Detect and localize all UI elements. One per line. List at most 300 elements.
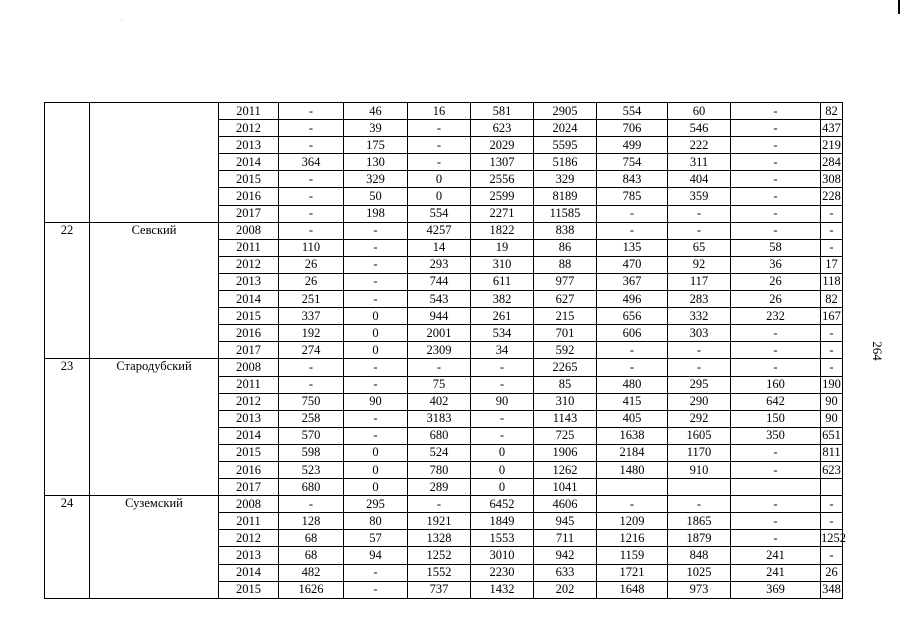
value-cell: 311	[668, 154, 731, 171]
value-cell: 190	[821, 376, 843, 393]
value-cell: 543	[408, 291, 471, 308]
value-cell: 86	[534, 239, 597, 256]
value-cell: 725	[534, 427, 597, 444]
value-cell: 1159	[597, 547, 668, 564]
value-cell: 945	[534, 513, 597, 530]
value-cell: 258	[279, 410, 344, 427]
year-cell: 2017	[219, 205, 279, 222]
value-cell: -	[731, 154, 821, 171]
value-cell: 90	[471, 393, 534, 410]
value-cell: 848	[668, 547, 731, 564]
value-cell: 2556	[471, 171, 534, 188]
value-cell: 1921	[408, 513, 471, 530]
value-cell: 65	[668, 239, 731, 256]
district-number: 23	[45, 359, 90, 496]
year-cell: 2012	[219, 256, 279, 273]
value-cell: -	[821, 205, 843, 222]
value-cell: 4606	[534, 496, 597, 513]
value-cell: 1216	[597, 530, 668, 547]
value-cell: 26	[821, 564, 843, 581]
value-cell: 1638	[597, 427, 668, 444]
value-cell: 656	[597, 308, 668, 325]
value-cell: 534	[471, 325, 534, 342]
value-cell: -	[731, 188, 821, 205]
value-cell: -	[731, 359, 821, 376]
value-cell: 0	[344, 461, 408, 478]
value-cell: 592	[534, 342, 597, 359]
value-cell: 754	[597, 154, 668, 171]
value-cell: 405	[597, 410, 668, 427]
value-cell: 382	[471, 291, 534, 308]
value-cell: 26	[279, 256, 344, 273]
value-cell: 524	[408, 444, 471, 461]
value-cell: 310	[534, 393, 597, 410]
value-cell: -	[408, 359, 471, 376]
value-cell: -	[408, 120, 471, 137]
value-cell: 1307	[471, 154, 534, 171]
value-cell: 0	[471, 461, 534, 478]
year-cell: 2015	[219, 581, 279, 598]
value-cell: 0	[471, 444, 534, 461]
table-row	[45, 222, 843, 239]
value-cell: 623	[821, 461, 843, 478]
value-cell: 402	[408, 393, 471, 410]
value-cell: 1721	[597, 564, 668, 581]
value-cell: 369	[731, 581, 821, 598]
value-cell: -	[279, 171, 344, 188]
value-cell: -	[821, 325, 843, 342]
value-cell: 5595	[534, 137, 597, 154]
value-cell: -	[344, 564, 408, 581]
value-cell: -	[279, 137, 344, 154]
value-cell: -	[279, 120, 344, 137]
value-cell: 480	[597, 376, 668, 393]
district-number: 24	[45, 496, 90, 599]
value-cell: 0	[344, 342, 408, 359]
value-cell: 1025	[668, 564, 731, 581]
value-cell: 290	[668, 393, 731, 410]
year-cell: 2013	[219, 273, 279, 290]
value-cell: 3183	[408, 410, 471, 427]
value-cell: 750	[279, 393, 344, 410]
value-cell: 5186	[534, 154, 597, 171]
value-cell: -	[731, 325, 821, 342]
value-cell: 80	[344, 513, 408, 530]
value-cell: 295	[668, 376, 731, 393]
value-cell: 2029	[471, 137, 534, 154]
value-cell: 88	[534, 256, 597, 273]
value-cell: 26	[731, 291, 821, 308]
value-cell: 1879	[668, 530, 731, 547]
value-cell: 0	[344, 325, 408, 342]
table-body	[45, 103, 846, 599]
value-cell: 680	[408, 427, 471, 444]
value-cell: 499	[597, 137, 668, 154]
value-cell: 1252	[408, 547, 471, 564]
value-cell: 701	[534, 325, 597, 342]
value-cell	[597, 479, 668, 496]
value-cell: 1626	[279, 581, 344, 598]
value-cell: 329	[344, 171, 408, 188]
value-cell: -	[731, 342, 821, 359]
value-cell: 228	[821, 188, 843, 205]
value-cell: 633	[534, 564, 597, 581]
year-cell: 2014	[219, 564, 279, 581]
value-cell	[821, 479, 843, 496]
value-cell: -	[344, 273, 408, 290]
value-cell: 581	[471, 103, 534, 120]
value-cell: 1822	[471, 222, 534, 239]
value-cell: 36	[731, 256, 821, 273]
value-cell: 977	[534, 273, 597, 290]
value-cell: 222	[668, 137, 731, 154]
value-cell: 11585	[534, 205, 597, 222]
value-cell: 274	[279, 342, 344, 359]
value-cell: 843	[597, 171, 668, 188]
value-cell: 82	[821, 103, 843, 120]
value-cell: -	[668, 496, 731, 513]
value-cell: -	[597, 359, 668, 376]
value-cell: 50	[344, 188, 408, 205]
value-cell: 2271	[471, 205, 534, 222]
year-cell: 2016	[219, 325, 279, 342]
year-cell: 2011	[219, 513, 279, 530]
value-cell: 1906	[534, 444, 597, 461]
value-cell: 2024	[534, 120, 597, 137]
value-cell: -	[471, 359, 534, 376]
value-cell: 1432	[471, 581, 534, 598]
year-cell: 2015	[219, 171, 279, 188]
value-cell: -	[821, 359, 843, 376]
table-row	[45, 496, 843, 513]
value-cell: -	[279, 205, 344, 222]
value-cell: 160	[731, 376, 821, 393]
value-cell: 2184	[597, 444, 668, 461]
value-cell: 2309	[408, 342, 471, 359]
scan-speck	[121, 20, 122, 21]
value-cell: -	[344, 359, 408, 376]
value-cell: 202	[534, 581, 597, 598]
value-cell: -	[668, 359, 731, 376]
district-number: 22	[45, 222, 90, 359]
value-cell: 973	[668, 581, 731, 598]
value-cell: 744	[408, 273, 471, 290]
value-cell: 2230	[471, 564, 534, 581]
value-cell: 292	[668, 410, 731, 427]
value-cell: 611	[471, 273, 534, 290]
value-cell: 1143	[534, 410, 597, 427]
value-cell: 0	[344, 308, 408, 325]
value-cell: -	[279, 359, 344, 376]
value-cell: 293	[408, 256, 471, 273]
value-cell: -	[279, 188, 344, 205]
value-cell: -	[279, 103, 344, 120]
value-cell: 737	[408, 581, 471, 598]
value-cell: 8189	[534, 188, 597, 205]
value-cell: 117	[668, 273, 731, 290]
value-cell: -	[344, 256, 408, 273]
value-cell: -	[731, 496, 821, 513]
value-cell: 310	[471, 256, 534, 273]
value-cell: -	[821, 342, 843, 359]
value-cell: 570	[279, 427, 344, 444]
value-cell: -	[731, 530, 821, 547]
value-cell: -	[668, 205, 731, 222]
value-cell: 0	[408, 171, 471, 188]
district-name: Севский	[90, 222, 219, 359]
value-cell: 680	[279, 479, 344, 496]
value-cell: -	[821, 239, 843, 256]
value-cell: 219	[821, 137, 843, 154]
value-cell: 17	[821, 256, 843, 273]
value-cell: 241	[731, 564, 821, 581]
year-cell: 2014	[219, 154, 279, 171]
value-cell: 16	[408, 103, 471, 120]
value-cell: -	[821, 496, 843, 513]
value-cell: -	[471, 376, 534, 393]
value-cell: 1605	[668, 427, 731, 444]
value-cell: 337	[279, 308, 344, 325]
value-cell: 34	[471, 342, 534, 359]
value-cell: 0	[344, 444, 408, 461]
value-cell: -	[344, 291, 408, 308]
value-cell: 329	[534, 171, 597, 188]
year-cell: 2012	[219, 393, 279, 410]
value-cell: 198	[344, 205, 408, 222]
year-cell: 2011	[219, 239, 279, 256]
value-cell: -	[731, 171, 821, 188]
value-cell: -	[597, 205, 668, 222]
year-cell: 2015	[219, 444, 279, 461]
value-cell: -	[731, 120, 821, 137]
value-cell: -	[597, 222, 668, 239]
value-cell: -	[344, 581, 408, 598]
value-cell: 175	[344, 137, 408, 154]
value-cell: 241	[731, 547, 821, 564]
table-row	[45, 359, 843, 376]
value-cell	[731, 479, 821, 496]
value-cell: 367	[597, 273, 668, 290]
value-cell: 711	[534, 530, 597, 547]
value-cell: -	[408, 154, 471, 171]
value-cell: 110	[279, 239, 344, 256]
year-cell: 2014	[219, 291, 279, 308]
year-cell: 2013	[219, 547, 279, 564]
value-cell: -	[731, 103, 821, 120]
value-cell: 232	[731, 308, 821, 325]
district-name: Стародубский	[90, 359, 219, 496]
value-cell: 283	[668, 291, 731, 308]
value-cell: 39	[344, 120, 408, 137]
value-cell: 135	[597, 239, 668, 256]
value-cell: 75	[408, 376, 471, 393]
value-cell: 26	[279, 273, 344, 290]
year-cell: 2013	[219, 410, 279, 427]
value-cell: 496	[597, 291, 668, 308]
value-cell: 642	[731, 393, 821, 410]
value-cell: 470	[597, 256, 668, 273]
value-cell: 6452	[471, 496, 534, 513]
value-cell: 215	[534, 308, 597, 325]
year-cell: 2016	[219, 461, 279, 478]
year-cell: 2014	[219, 427, 279, 444]
value-cell: 2599	[471, 188, 534, 205]
value-cell: 1480	[597, 461, 668, 478]
district-number	[45, 103, 90, 223]
value-cell: -	[597, 496, 668, 513]
value-cell: 90	[344, 393, 408, 410]
value-cell: 1648	[597, 581, 668, 598]
value-cell: -	[731, 222, 821, 239]
value-cell: 942	[534, 547, 597, 564]
value-cell: 1262	[534, 461, 597, 478]
value-cell: 1209	[597, 513, 668, 530]
value-cell: 192	[279, 325, 344, 342]
value-cell: 303	[668, 325, 731, 342]
value-cell: 944	[408, 308, 471, 325]
value-cell: 523	[279, 461, 344, 478]
value-cell: 85	[534, 376, 597, 393]
value-cell: 910	[668, 461, 731, 478]
value-cell: 94	[344, 547, 408, 564]
value-cell: -	[731, 513, 821, 530]
value-cell: 0	[344, 479, 408, 496]
year-cell: 2008	[219, 359, 279, 376]
value-cell: -	[344, 427, 408, 444]
value-cell: 404	[668, 171, 731, 188]
value-cell: 46	[344, 103, 408, 120]
value-cell: 68	[279, 530, 344, 547]
scan-edge-mark	[898, 0, 900, 14]
value-cell: 598	[279, 444, 344, 461]
value-cell: 1328	[408, 530, 471, 547]
value-cell: 437	[821, 120, 843, 137]
value-cell: -	[597, 342, 668, 359]
value-cell: 4257	[408, 222, 471, 239]
value-cell: 82	[821, 291, 843, 308]
year-cell: 2012	[219, 530, 279, 547]
value-cell: 68	[279, 547, 344, 564]
value-cell: 1552	[408, 564, 471, 581]
value-cell: 627	[534, 291, 597, 308]
value-cell: -	[731, 205, 821, 222]
value-cell: -	[731, 461, 821, 478]
value-cell: 261	[471, 308, 534, 325]
year-cell: 2013	[219, 137, 279, 154]
value-cell: 60	[668, 103, 731, 120]
value-cell: 1041	[534, 479, 597, 496]
value-cell: 1252	[821, 530, 843, 547]
value-cell: 284	[821, 154, 843, 171]
year-cell: 2008	[219, 496, 279, 513]
value-cell: 295	[344, 496, 408, 513]
value-cell: 706	[597, 120, 668, 137]
value-cell: 811	[821, 444, 843, 461]
value-cell	[668, 479, 731, 496]
value-cell: 623	[471, 120, 534, 137]
value-cell: 3010	[471, 547, 534, 564]
value-cell: 289	[408, 479, 471, 496]
value-cell: 251	[279, 291, 344, 308]
district-name: Суземский	[90, 496, 219, 599]
value-cell: -	[731, 444, 821, 461]
value-cell: 167	[821, 308, 843, 325]
year-cell: 2008	[219, 222, 279, 239]
value-cell: 0	[471, 479, 534, 496]
value-cell: 26	[731, 273, 821, 290]
value-cell: 1849	[471, 513, 534, 530]
table-row	[45, 103, 843, 120]
value-cell: 332	[668, 308, 731, 325]
value-cell: 19	[471, 239, 534, 256]
value-cell: 780	[408, 461, 471, 478]
year-cell: 2011	[219, 103, 279, 120]
value-cell: 92	[668, 256, 731, 273]
value-cell: 150	[731, 410, 821, 427]
value-cell: 2001	[408, 325, 471, 342]
value-cell: 128	[279, 513, 344, 530]
value-cell: 359	[668, 188, 731, 205]
value-cell: -	[408, 496, 471, 513]
value-cell: 606	[597, 325, 668, 342]
page-number: 264	[870, 341, 885, 361]
value-cell: 348	[821, 581, 843, 598]
year-cell: 2017	[219, 342, 279, 359]
value-cell: -	[344, 376, 408, 393]
value-cell: -	[471, 410, 534, 427]
value-cell: -	[668, 222, 731, 239]
value-cell: 364	[279, 154, 344, 171]
value-cell: 838	[534, 222, 597, 239]
statistics-table	[44, 102, 846, 599]
value-cell: 415	[597, 393, 668, 410]
value-cell: 90	[821, 410, 843, 427]
value-cell: 0	[408, 188, 471, 205]
value-cell: -	[279, 222, 344, 239]
value-cell: 651	[821, 427, 843, 444]
value-cell: 350	[731, 427, 821, 444]
value-cell: -	[344, 239, 408, 256]
value-cell: 130	[344, 154, 408, 171]
value-cell: -	[344, 410, 408, 427]
value-cell: 785	[597, 188, 668, 205]
value-cell: 57	[344, 530, 408, 547]
value-cell: 1170	[668, 444, 731, 461]
value-cell: 58	[731, 239, 821, 256]
value-cell: -	[279, 376, 344, 393]
value-cell: 2905	[534, 103, 597, 120]
value-cell: -	[279, 496, 344, 513]
year-cell: 2017	[219, 479, 279, 496]
value-cell: -	[821, 513, 843, 530]
value-cell: 118	[821, 273, 843, 290]
year-cell: 2012	[219, 120, 279, 137]
value-cell: -	[668, 342, 731, 359]
value-cell: 1865	[668, 513, 731, 530]
value-cell: -	[821, 222, 843, 239]
value-cell: -	[471, 427, 534, 444]
value-cell: 90	[821, 393, 843, 410]
value-cell: 546	[668, 120, 731, 137]
value-cell: 554	[597, 103, 668, 120]
year-cell: 2015	[219, 308, 279, 325]
value-cell: -	[344, 222, 408, 239]
value-cell: 1553	[471, 530, 534, 547]
value-cell: 14	[408, 239, 471, 256]
value-cell: -	[408, 137, 471, 154]
value-cell: -	[821, 547, 843, 564]
year-cell: 2011	[219, 376, 279, 393]
